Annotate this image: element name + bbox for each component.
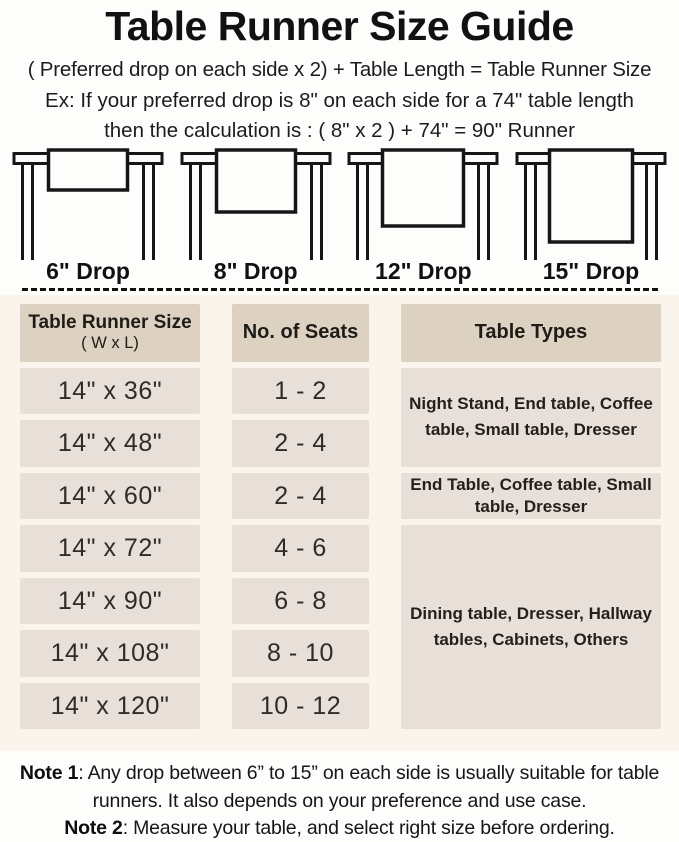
note-2-text: : Measure your table, and select right size before ordering.: [122, 816, 615, 839]
header-table-types: [401, 304, 661, 362]
header-runner-size-label: Table Runner Size: [28, 312, 192, 334]
seats-cell: 8 - 10: [232, 630, 369, 677]
example-line: Ex: If your preferred drop is 8" on each side for a 74" table length: [45, 88, 634, 112]
size-guide-table: [0, 295, 679, 752]
size-cell: 14" x 120": [20, 683, 200, 730]
drop-labels-row: [0, 258, 679, 285]
notes-section: [0, 751, 679, 842]
seats-cell: 6 - 8: [232, 578, 369, 625]
table-figure-15-drop: [509, 148, 673, 257]
drop-figures-row: [0, 143, 679, 257]
table-types-cell: Dining table, Dresser, Hallway tables, Cabinets, Others: [401, 525, 661, 729]
table-runner-illustration-15: [509, 148, 673, 260]
calculation-line: then the calculation is : ( 8" x 2 ) + 74" = 90" Runner: [104, 119, 575, 143]
page-title: Table Runner Size Guide: [105, 3, 574, 49]
seats-cell: 4 - 6: [232, 525, 369, 572]
table-figure-12-drop: [341, 148, 505, 257]
table-figure-6-drop: [6, 148, 170, 257]
header-runner-size-sublabel: ( W x L): [81, 334, 139, 353]
size-cell: 14" x 72": [20, 525, 200, 572]
header-seats: [232, 304, 369, 362]
size-cell: 14" x 90": [20, 578, 200, 625]
header-seats-label: No. of Seats: [242, 321, 359, 344]
note-2: [6, 815, 673, 842]
size-cell: 14" x 36": [20, 368, 200, 415]
header-runner-size: [20, 304, 200, 362]
note-1-text: : Any drop between 6” to 15” on each side is usually suitable for table runners. It also depends on your preference and use case.: [78, 762, 660, 812]
size-cell: 14" x 108": [20, 630, 200, 677]
size-cell: 14" x 48": [20, 420, 200, 467]
drop-label-6: 6" Drop: [46, 257, 130, 284]
table-figure-8-drop: [174, 148, 338, 257]
table-runner-illustration-8: [174, 148, 338, 260]
seats-cell: 2 - 4: [232, 420, 369, 467]
seats-cell: 10 - 12: [232, 683, 369, 730]
note-1-label: Note 1: [19, 762, 79, 785]
header: [0, 0, 679, 143]
seats-cell: 2 - 4: [232, 473, 369, 520]
seats-cell: 1 - 2: [232, 368, 369, 415]
size-cell: 14" x 60": [20, 473, 200, 520]
table-runner-illustration-6: [6, 148, 170, 260]
drop-label-8: 8" Drop: [213, 257, 298, 284]
drop-label-15: 15" Drop: [542, 257, 640, 284]
dashed-divider: [22, 288, 658, 291]
header-table-types-label: Table Types: [474, 321, 588, 344]
table-runner-illustration-12: [341, 148, 505, 260]
formula-line: ( Preferred drop on each side x 2) + Table Length = Table Runner Size: [27, 58, 652, 82]
drop-label-12: 12" Drop: [375, 257, 472, 284]
table-types-cell: End Table, Coffee table, Small table, Dresser: [401, 473, 661, 520]
table-types-cell: Night Stand, End table, Coffee table, Small table, Dresser: [401, 368, 661, 467]
note-2-label: Note 2: [64, 816, 123, 839]
note-1: [6, 760, 673, 815]
